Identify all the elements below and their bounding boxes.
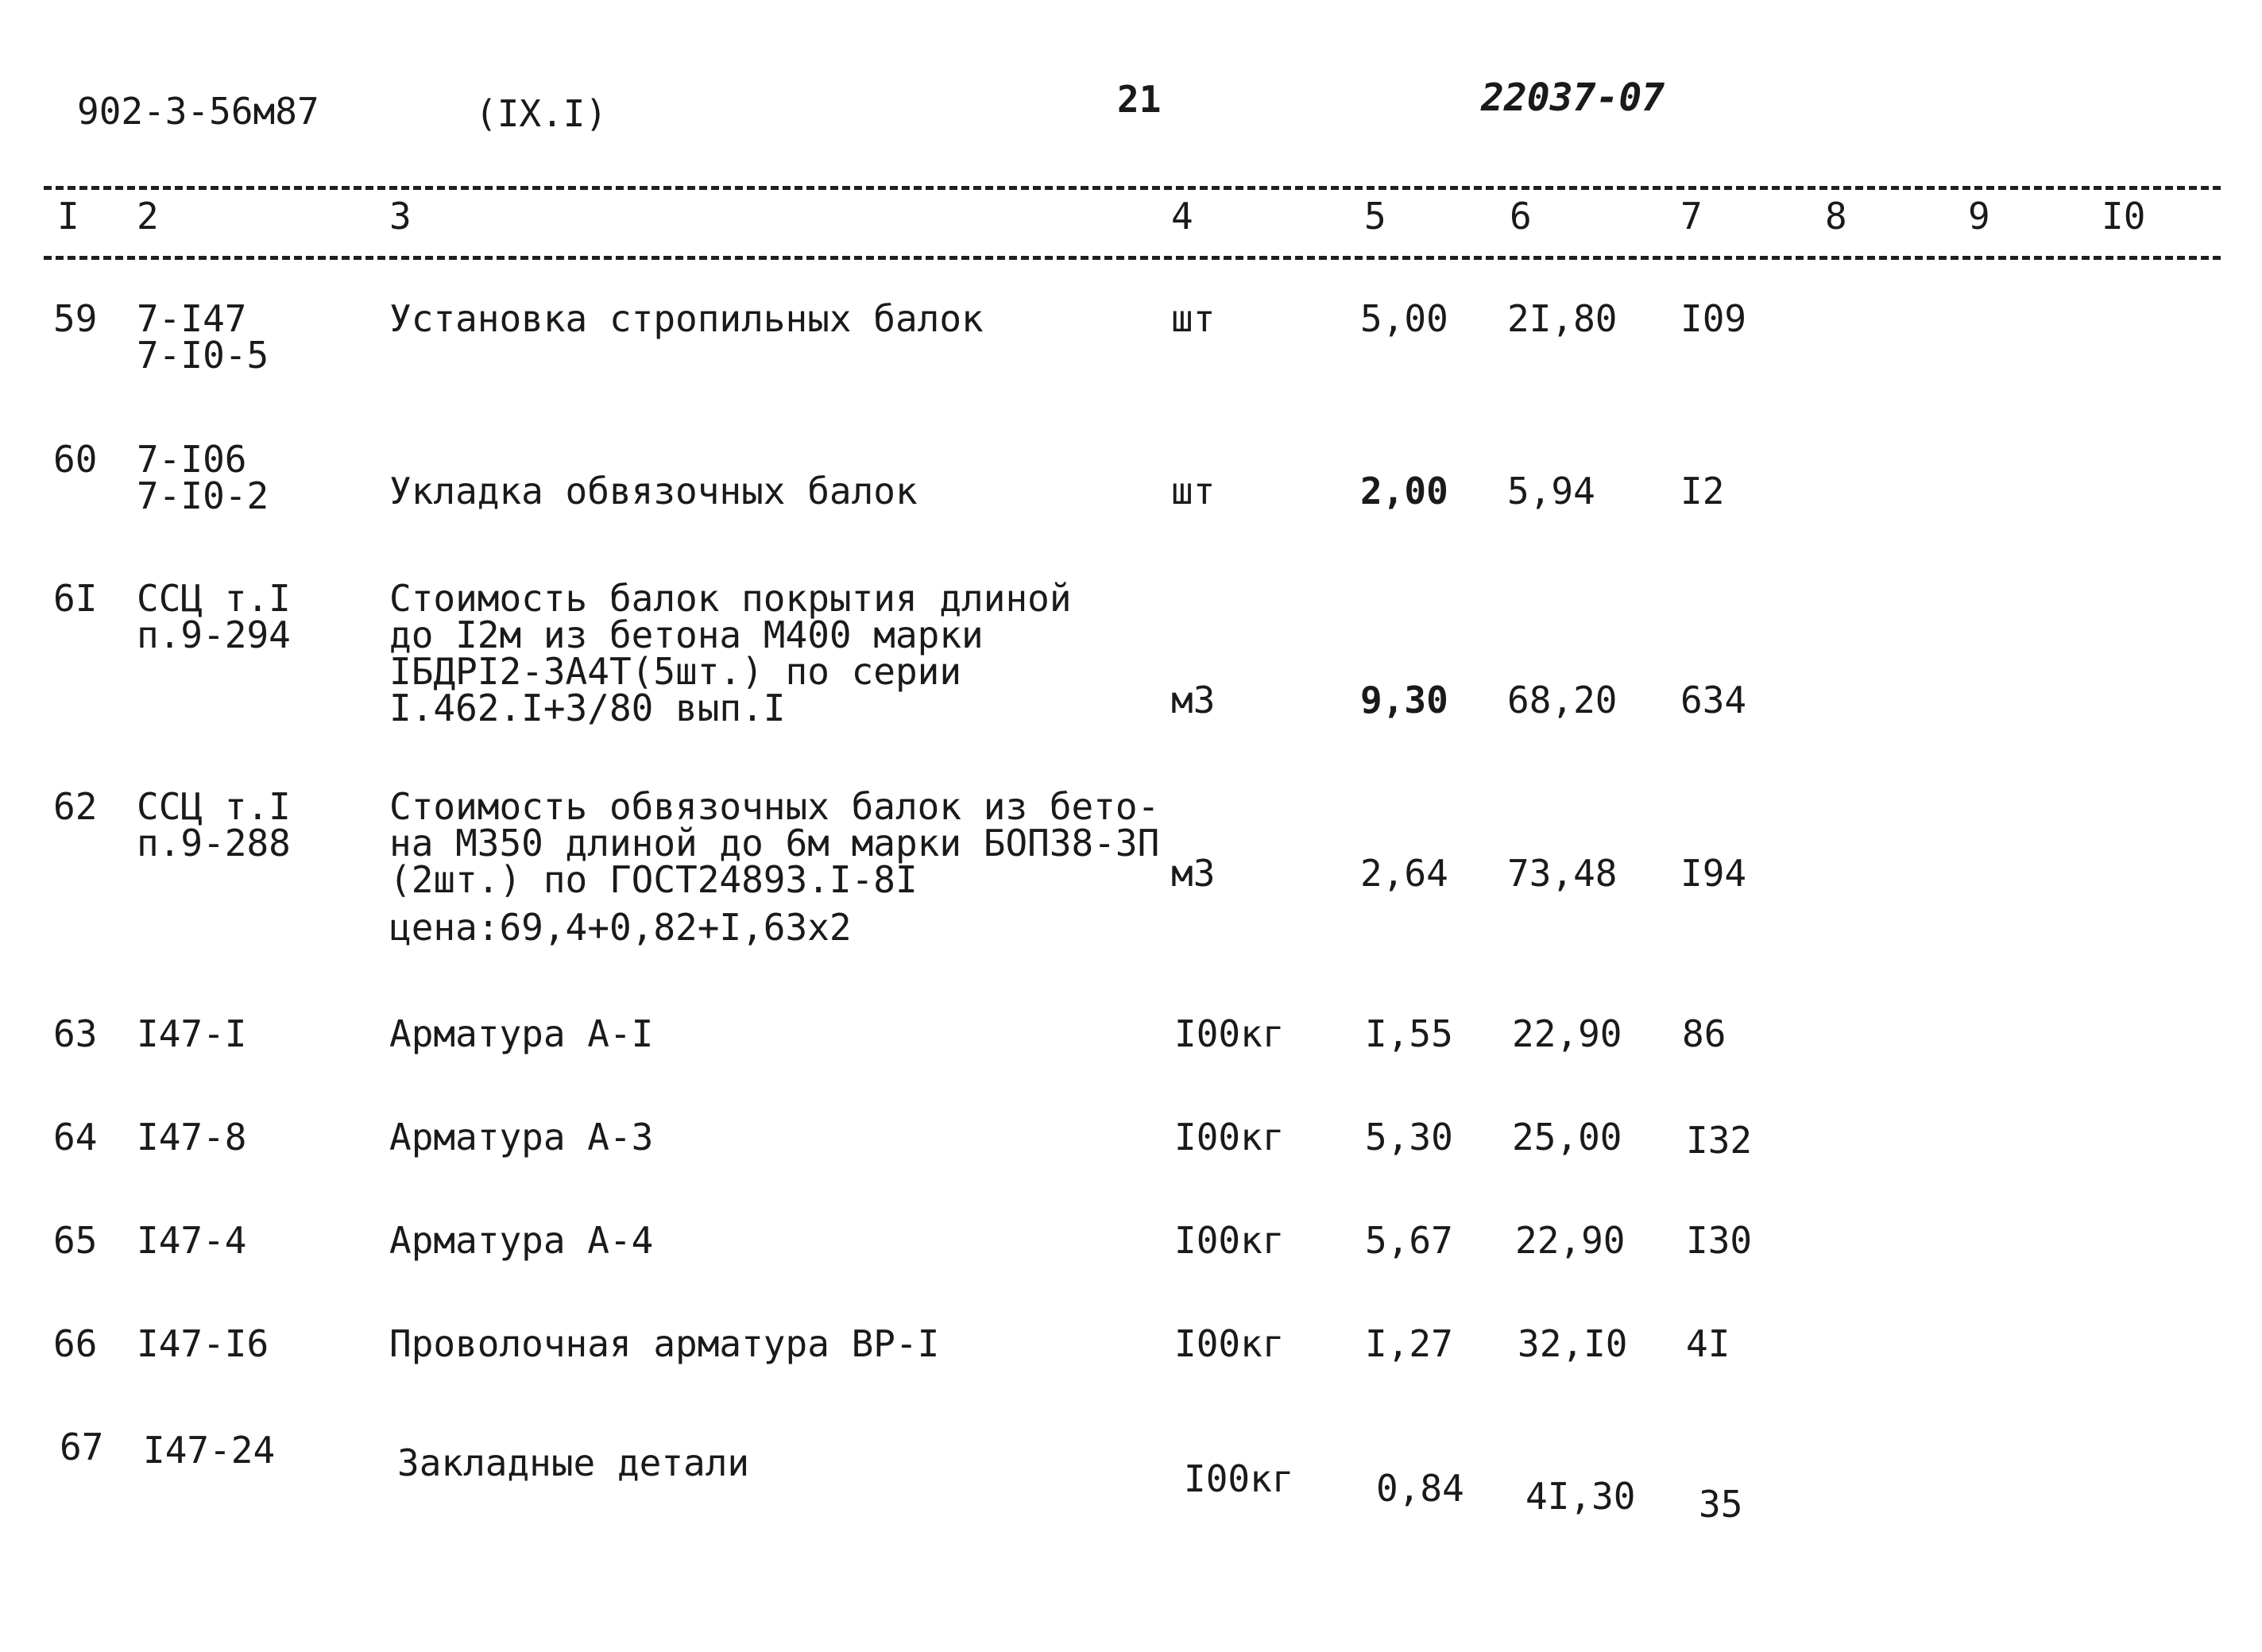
section-code: (IX.I) xyxy=(475,92,608,135)
document-code: 902-3-56м87 xyxy=(77,90,319,133)
norm-code-line: I47-I6 xyxy=(137,1322,269,1365)
unit: I00кг xyxy=(1184,1457,1294,1500)
row-number: 59 xyxy=(53,297,98,340)
description-line: до I2м из бетона М400 марки xyxy=(389,613,984,656)
unit: шт xyxy=(1171,297,1216,340)
unit-price: 22,90 xyxy=(1512,1012,1622,1055)
unit-price: 68,20 xyxy=(1507,679,1618,722)
unit: I00кг xyxy=(1174,1012,1285,1055)
unit: I00кг xyxy=(1174,1116,1285,1159)
work-description xyxy=(389,1012,654,1055)
norm-code-line: 7-I0-5 xyxy=(137,334,269,377)
norm-code xyxy=(137,577,291,656)
work-description xyxy=(389,1116,654,1159)
column-number-5: 5 xyxy=(1364,195,1386,238)
column-number-7: 7 xyxy=(1680,195,1703,238)
row-number: 63 xyxy=(53,1012,98,1055)
norm-code xyxy=(137,1012,247,1055)
norm-code-line: п.9-288 xyxy=(137,822,291,865)
header-top-rule xyxy=(44,186,2221,190)
unit: шт xyxy=(1171,470,1216,513)
norm-code-line: 7-I06 xyxy=(137,438,247,481)
norm-code xyxy=(143,1429,276,1472)
norm-code xyxy=(137,297,269,377)
norm-code-line: I47-4 xyxy=(137,1219,247,1262)
column-number-8: 8 xyxy=(1825,195,1847,238)
total-cost: 86 xyxy=(1682,1012,1726,1055)
norm-code-line: 7-I0-2 xyxy=(137,474,269,517)
norm-code-line: 7-I47 xyxy=(137,297,247,340)
norm-code xyxy=(137,1219,247,1262)
description-line: Арматура А-3 xyxy=(389,1116,654,1159)
unit-price: 25,00 xyxy=(1512,1116,1622,1159)
row-number: 64 xyxy=(53,1116,98,1159)
description-line: (2шт.) по ГОСТ24893.I-8I xyxy=(389,858,918,901)
column-number-10: I0 xyxy=(2102,195,2146,238)
description-line: Установка стропильных балок xyxy=(389,297,984,340)
description-line: I.462.I+3/80 вып.I xyxy=(389,687,786,729)
description-line: Стоимость балок покрытия длиной xyxy=(389,577,1072,620)
quantity: 0,84 xyxy=(1376,1467,1464,1510)
description-line: Стоимость обвязочных балок из бето- xyxy=(389,785,1160,828)
column-number-2: 2 xyxy=(137,195,159,238)
description-line: IБДРI2-3А4Т(5шт.) по серии xyxy=(389,650,962,693)
row-number: 60 xyxy=(53,438,98,481)
total-cost: I94 xyxy=(1680,852,1747,895)
quantity: 2,64 xyxy=(1360,852,1448,895)
unit-price: 5,94 xyxy=(1507,470,1595,513)
work-description xyxy=(389,785,1160,901)
norm-code xyxy=(137,438,269,517)
description-line: Укладка обвязочных балок xyxy=(389,470,918,513)
norm-code xyxy=(137,785,291,865)
unit: м3 xyxy=(1171,679,1216,722)
unit-price: 4I,30 xyxy=(1525,1475,1636,1518)
column-number-3: 3 xyxy=(389,195,412,238)
column-number-1: I xyxy=(57,195,79,238)
page-number: 21 xyxy=(1117,78,1162,121)
unit-price: 32,I0 xyxy=(1518,1322,1628,1365)
quantity: 2,00 xyxy=(1360,470,1448,513)
norm-code xyxy=(137,1116,247,1159)
description-line: на М350 длиной до 6м марки БОП38-3П xyxy=(389,822,1160,865)
norm-code-line: I47-8 xyxy=(137,1116,247,1159)
quantity: 5,00 xyxy=(1360,297,1448,340)
column-number-4: 4 xyxy=(1171,195,1193,238)
quantity: I,55 xyxy=(1365,1012,1453,1055)
norm-code-line: I47-24 xyxy=(143,1429,276,1472)
unit: I00кг xyxy=(1174,1322,1285,1365)
total-cost: 35 xyxy=(1699,1483,1743,1526)
unit: м3 xyxy=(1171,852,1216,895)
row-number: 62 xyxy=(53,785,98,828)
row-number: 67 xyxy=(60,1426,104,1468)
column-number-9: 9 xyxy=(1968,195,1990,238)
quantity: 5,67 xyxy=(1365,1219,1453,1262)
price-note: цена:69,4+0,82+I,63х2 xyxy=(389,906,852,949)
work-description xyxy=(389,577,1072,729)
quantity: 9,30 xyxy=(1360,679,1448,722)
total-cost: I09 xyxy=(1680,297,1747,340)
total-cost: I32 xyxy=(1686,1119,1753,1162)
norm-code-line: п.9-294 xyxy=(137,613,291,656)
registration-number: 22037-07 xyxy=(1481,75,1665,120)
work-description xyxy=(397,1441,750,1484)
description-line: Арматура А-4 xyxy=(389,1219,654,1262)
unit-price: 2I,80 xyxy=(1507,297,1618,340)
total-cost: 4I xyxy=(1686,1322,1730,1365)
row-number: 6I xyxy=(53,577,98,620)
unit: I00кг xyxy=(1174,1219,1285,1262)
work-description xyxy=(389,297,984,340)
quantity: I,27 xyxy=(1365,1322,1453,1365)
work-description xyxy=(389,1322,940,1365)
norm-code-line: I47-I xyxy=(137,1012,247,1055)
total-cost: I2 xyxy=(1680,470,1725,513)
norm-code-line: ССЦ т.I xyxy=(137,577,291,620)
total-cost: 634 xyxy=(1680,679,1747,722)
header-bottom-rule xyxy=(44,256,2221,260)
description-line: Арматура А-I xyxy=(389,1012,654,1055)
norm-code xyxy=(137,1322,269,1365)
total-cost: I30 xyxy=(1686,1219,1753,1262)
work-description xyxy=(389,1219,654,1262)
description-line: Закладные детали xyxy=(397,1441,750,1484)
quantity: 5,30 xyxy=(1365,1116,1453,1159)
unit-price: 73,48 xyxy=(1507,852,1618,895)
norm-code-line: ССЦ т.I xyxy=(137,785,291,828)
row-number: 65 xyxy=(53,1219,98,1262)
column-number-6: 6 xyxy=(1510,195,1532,238)
unit-price: 22,90 xyxy=(1515,1219,1626,1262)
description-line: Проволочная арматура ВР-I xyxy=(389,1322,940,1365)
row-number: 66 xyxy=(53,1322,98,1365)
work-description xyxy=(389,470,918,513)
